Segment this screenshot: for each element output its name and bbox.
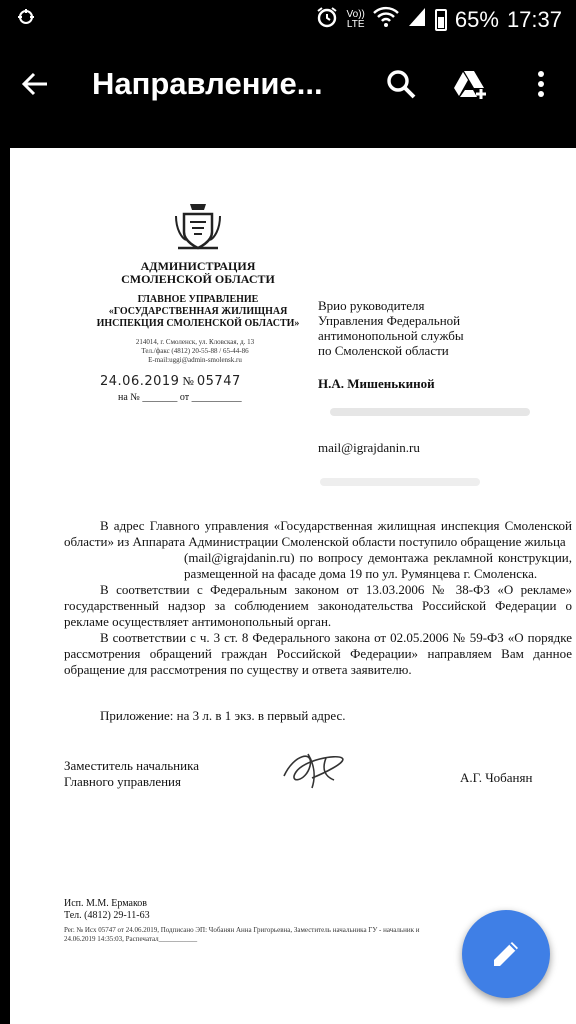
edit-fab-button[interactable] — [462, 910, 550, 998]
document-page — [10, 148, 576, 1024]
paragraph-2: В соответствии с Федеральным законом от 13.03.2006 № 38-ФЗ «О рекламе» государственный надзор за соблюдением законодательства Российской Федерации о рекламе осуществляет антимонопольный орган. — [64, 582, 572, 629]
clock: 17:37 — [506, 7, 562, 32]
signer-line2: Главного управления — [64, 774, 181, 789]
app-bar — [0, 40, 576, 128]
reg-date: 24.06.2019 — [100, 374, 180, 389]
status-bar — [0, 0, 576, 40]
signer-title — [64, 758, 199, 790]
org-line1: АДМИНИСТРАЦИЯ — [140, 259, 256, 273]
attachment-note: Приложение: на 3 л. в 1 экз. в первый адрес. — [100, 708, 346, 723]
redacted-line — [320, 478, 480, 486]
volte-top: Vo)) — [346, 9, 365, 20]
dept-line3: ИНСПЕКЦИЯ СМОЛЕНСКОЙ ОБЛАСТИ» — [96, 318, 300, 329]
recipient-line2: Управления Федеральной — [318, 313, 461, 328]
more-options-button[interactable] — [524, 67, 558, 101]
alarm-icon — [315, 5, 339, 35]
executor-info — [64, 898, 150, 922]
paragraph-3: В соответствии с ч. 3 ст. 8 Федерального закона от 02.05.2006 № 59-ФЗ «О порядке рассмотрения обращений граждан Российской Федерации» направляем Вам данное обращение для рассмотрения по существу и ответа заявителю. — [64, 630, 572, 677]
recipient-line4: по Смоленской области — [318, 343, 449, 358]
search-icon — [386, 69, 416, 99]
recipient-line3: антимонопольной службы — [318, 328, 464, 343]
signer-name: А.Г. Чобанян — [460, 770, 533, 785]
dept-line2: «ГОСУДАРСТВЕННАЯ ЖИЛИЩНАЯ — [108, 306, 288, 317]
link-icon — [14, 5, 38, 35]
battery-icon — [435, 9, 447, 31]
arrow-back-icon — [21, 70, 49, 98]
status-left — [14, 5, 38, 35]
signer-line1: Заместитель начальника — [64, 758, 199, 773]
battery-percent: 65% — [454, 7, 499, 32]
reg-number: 05747 — [196, 374, 241, 389]
coat-of-arms-icon — [170, 198, 226, 254]
address-line1: 214014, г. Смоленск, ул. Кловская, д. 13 — [135, 338, 255, 346]
reg-no-label: № — [182, 374, 194, 388]
edit-icon — [490, 938, 522, 970]
org-address — [110, 338, 280, 365]
recipient-line1: Врио руководителя — [318, 298, 425, 313]
wifi-icon — [373, 6, 399, 34]
signal-icon — [407, 6, 427, 34]
letter-body — [64, 518, 572, 678]
recipient-block — [318, 298, 464, 358]
signature-image — [278, 746, 358, 790]
recipient-name: Н.А. Мишенькиной — [318, 376, 435, 391]
org-line2: СМОЛЕНСКОЙ ОБЛАСТИ — [121, 272, 275, 286]
registration-number — [100, 374, 241, 389]
redacted-line — [330, 408, 530, 416]
reference-line: на № _______ от __________ — [118, 392, 242, 403]
more-vert-icon — [537, 70, 545, 98]
footer-line1: Рег. № Исх 05747 от 24.06.2019, Подписано ЭП: Чобанян Анна Григорьевна, Заместитель начальника ГУ - начальник и — [64, 926, 420, 934]
executor-phone: Тел. (4812) 29-11-63 — [64, 910, 150, 921]
add-to-drive-icon — [454, 69, 488, 99]
volte-bottom: LTE — [346, 19, 365, 30]
paragraph-1: В адрес Главного управления «Государственная жилищная инспекция Смоленской области» из Аппарата Администрации Смоленской области поступило обращение жильца — [64, 518, 572, 549]
recipient-email: mail@igrajdanin.ru — [318, 440, 420, 455]
dept-name — [88, 294, 308, 330]
address-line3: E-mail:uggi@admin-smolensk.ru — [148, 356, 242, 364]
add-to-drive-button[interactable] — [454, 67, 488, 101]
search-button[interactable] — [384, 67, 418, 101]
executor-name: Исп. М.М. Ермаков — [64, 898, 148, 909]
org-name — [88, 260, 308, 286]
footer-line2: 24.06.2019 14:35:03, Распечатал___________ — [64, 935, 198, 943]
dept-line1: ГЛАВНОЕ УПРАВЛЕНИЕ — [137, 294, 259, 305]
volte-indicator — [347, 10, 365, 30]
address-line2: Тел./факс (4812) 20-55-88 / 65-44-86 — [141, 347, 249, 355]
back-button[interactable] — [18, 67, 52, 101]
paragraph-1b: (mail@igrajdanin.ru) по вопросу демонтажа рекламной конструкции, размещенной на фасаде дома 19 по ул. Румянцева г. Смоленска. — [184, 550, 572, 581]
status-right — [315, 5, 562, 35]
page-title: Направление... — [92, 66, 323, 101]
